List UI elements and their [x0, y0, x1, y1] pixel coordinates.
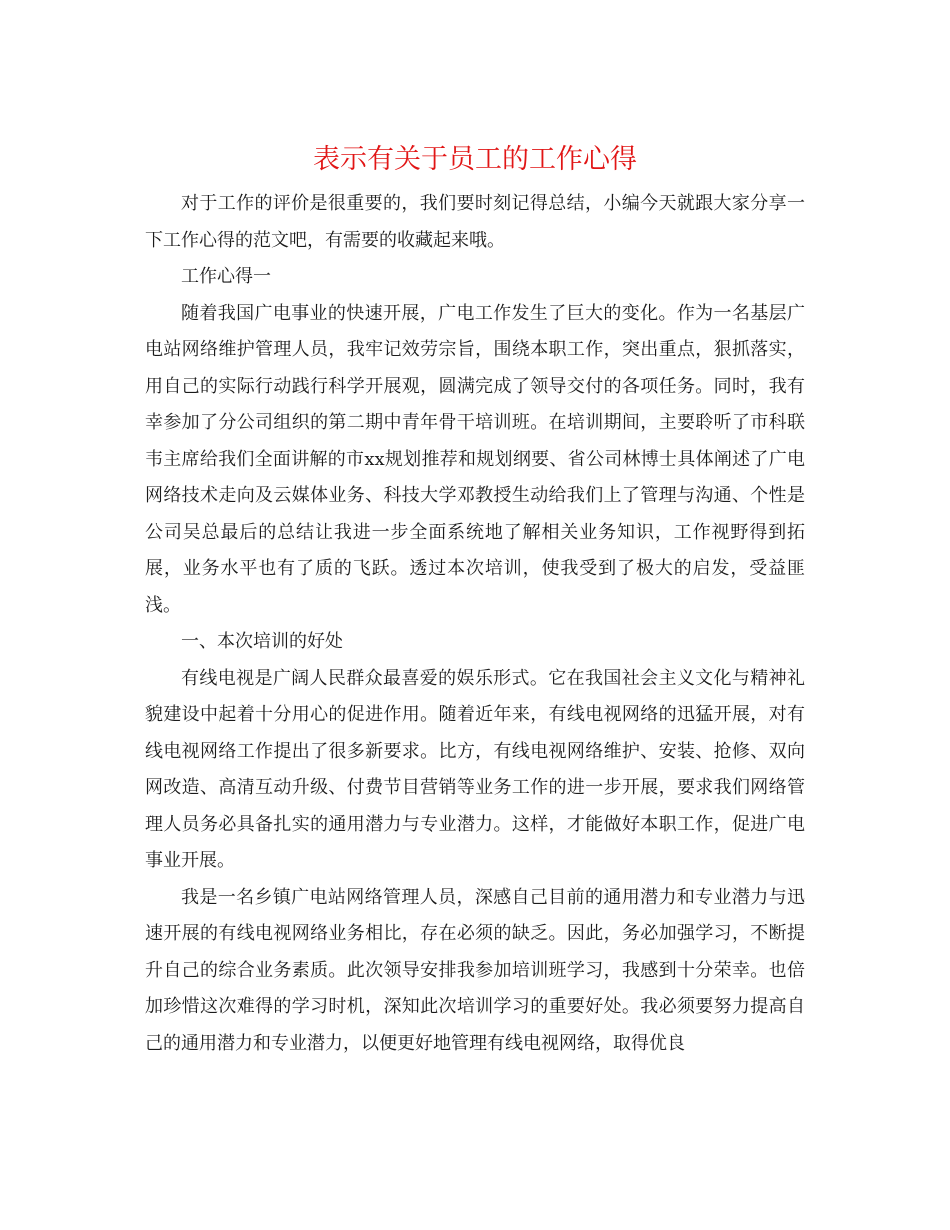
section-heading: 一、本次培训的好处 [181, 631, 343, 652]
body-paragraph: 有线电视是广阔人民群众最喜爱的娱乐形式。它在我国社会主义文化与精神礼貌建设中起着十分用心的促进作用。随着近年来，有线电视网络的迅猛开展，对有线电视网络工作提出了很多新要求。比方，有线电视网络维护、安装、抢修、双向网改造、高清互动升级、付费节目营销等业务工作的进一步开展，要求我们网络管理人员务必具备扎实的通用潜力与专业潜力。这样，才能做好本职工作，促进广电事业开展。 [145, 667, 805, 871]
document-title: 表示有关于员工的工作心得 [313, 144, 637, 175]
document-body [145, 186, 805, 1062]
intro-paragraph: 对于工作的评价是很重要的，我们要时刻记得总结，小编今天就跟大家分享一下工作心得的范文吧，有需要的收藏起来哦。 [145, 193, 805, 251]
body-paragraph: 随着我国广电事业的快速开展，广电工作发生了巨大的变化。作为一名基层广电站网络维护管理人员，我牢记效劳宗旨，围绕本职工作，突出重点，狠抓落实，用自己的实际行动践行科学开展观，圆满完成了领导交付的各项任务。同时，我有幸参加了分公司组织的第二期中青年骨干培训班。在培训期间，主要聆听了市科联韦主席给我们全面讲解的市xx规划推荐和规划纲要、省公司林博士具体阐述了广电网络技术走向及云媒体业务、科技大学邓教授生动给我们上了管理与沟通、个性是公司吴总最后的总结让我进一步全面系统地了解相关业务知识，工作视野得到拓展，业务水平也有了质的飞跃。透过本次培训，使我受到了极大的启发，受益匪浅。 [145, 302, 805, 616]
section-heading: 工作心得一 [181, 266, 271, 287]
body-paragraph: 我是一名乡镇广电站网络管理人员，深感自己目前的通用潜力和专业潜力与迅速开展的有线电视网络业务相比，存在必须的缺乏。因此，务必加强学习，不断提升自己的综合业务素质。此次领导安排我参加培训班学习，我感到十分荣幸。也倍加珍惜这次难得的学习时机，深知此次培训学习的重要好处。我必须要努力提高自己的通用潜力和专业潜力，以便更好地管理有线电视网络，取得优良 [145, 886, 805, 1054]
